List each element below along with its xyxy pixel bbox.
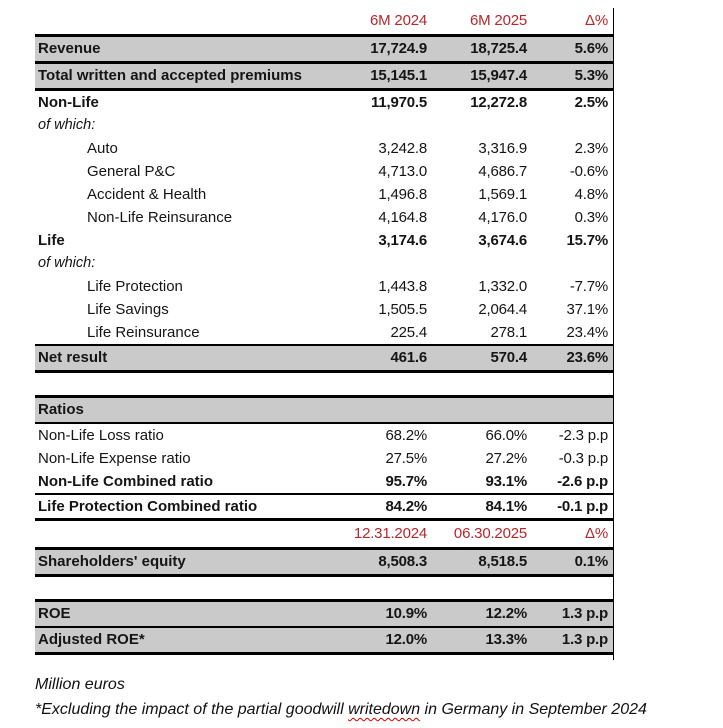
row-label: Ratios [38, 401, 84, 418]
row-value: 0.3% [574, 209, 608, 226]
footnote-prefix: *Excluding the impact of the partial goodwill [35, 701, 349, 718]
row-value: -2.6 p.p [557, 473, 608, 490]
row-label: Accident & Health [87, 186, 207, 203]
row-value: 6M 2025 [470, 12, 527, 29]
row-value: 5.6% [574, 40, 608, 57]
row-value: 1.3 p.p [561, 631, 608, 648]
row-value: 1,443.8 [378, 278, 427, 295]
row-of-which-life [35, 252, 613, 275]
row-value: 15,947.4 [470, 67, 527, 84]
row-of-which-non-life [35, 114, 613, 137]
row-value: 15.7% [566, 232, 608, 249]
row-value: 1,332.0 [478, 278, 527, 295]
row-value: 18,725.4 [470, 40, 527, 57]
row-value: 1,505.5 [378, 301, 427, 318]
row-value: 0.1% [574, 553, 608, 570]
row-value: 68.2% [385, 427, 427, 444]
row-non-life-loss-ratio [35, 424, 613, 447]
row-value: 1,496.8 [378, 186, 427, 203]
column-header-row-periods [35, 8, 613, 37]
units-note: Million euros [35, 676, 125, 693]
row-value: 23.4% [566, 324, 608, 341]
row-label: Life Protection [87, 278, 183, 295]
row-label: Life Protection Combined ratio [38, 498, 258, 515]
row-value: 11,970.5 [371, 94, 427, 111]
row-value: Δ% [585, 525, 608, 542]
row-value: -2.3 p.p [558, 427, 608, 444]
row-value: 4,176.0 [478, 209, 527, 226]
row-non-life-combined-ratio [35, 470, 613, 495]
row-value: Δ% [585, 12, 608, 29]
row-label: Life Savings [87, 301, 169, 318]
row-value: 461.6 [390, 349, 427, 366]
row-value: 2,064.4 [478, 301, 527, 318]
row-value: 5.3% [574, 67, 608, 84]
row-label: Life Reinsurance [87, 324, 200, 341]
row-value: 23.6% [566, 349, 608, 366]
row-life-protection-combined-ratio [35, 495, 613, 521]
row-life [35, 229, 613, 252]
row-label: Shareholders' equity [38, 553, 186, 570]
row-roe [35, 599, 613, 628]
spacer-row [35, 577, 613, 599]
row-value: 12,272.8 [470, 94, 527, 111]
section-header-ratios [35, 395, 613, 424]
row-value: 2.3% [574, 140, 608, 157]
row-label: Net result [38, 349, 108, 366]
row-value: -0.1 p.p [557, 498, 608, 515]
row-total-premiums [35, 64, 613, 91]
row-value: 37.1% [566, 301, 608, 318]
row-value: 84.2% [385, 498, 427, 515]
row-value: 93.1% [485, 473, 527, 490]
row-value: 17,724.9 [370, 40, 427, 57]
row-general-pc [35, 160, 613, 183]
footnote-suffix: in Germany in September 2024 [420, 701, 647, 718]
row-life-reinsurance [35, 321, 613, 344]
row-label: Non-Life Combined ratio [38, 473, 213, 490]
row-value: 1,569.1 [478, 186, 527, 203]
row-value: 570.4 [490, 349, 527, 366]
row-value: 12.2% [485, 605, 527, 622]
row-value: -0.3 p.p [558, 450, 608, 467]
row-shareholders-equity [35, 550, 613, 577]
row-value: 2.5% [574, 94, 608, 111]
row-adjusted-roe [35, 628, 613, 655]
row-label: General P&C [87, 163, 176, 180]
row-value: 95.7% [385, 473, 427, 490]
row-label: Non-Life [38, 94, 99, 111]
row-auto [35, 137, 613, 160]
row-label: Adjusted ROE* [38, 631, 145, 648]
row-life-protection [35, 275, 613, 298]
row-label: ROE [38, 605, 71, 622]
row-value: 66.0% [485, 427, 527, 444]
row-value: 3,174.6 [378, 232, 427, 249]
row-non-life-expense-ratio [35, 447, 613, 470]
row-label: Total written and accepted premiums [38, 67, 302, 84]
row-value: 8,518.5 [478, 553, 527, 570]
row-value: 10.9% [385, 605, 427, 622]
row-value: 12.0% [385, 631, 427, 648]
row-label: Revenue [38, 40, 101, 57]
row-value: 84.1% [485, 498, 527, 515]
row-value: 13.3% [485, 631, 527, 648]
row-value: 4,164.8 [378, 209, 427, 226]
row-accident-health [35, 183, 613, 206]
row-non-life [35, 91, 613, 114]
row-value: 4.8% [574, 186, 608, 203]
row-value: 12.31.2024 [353, 525, 427, 542]
row-net-result [35, 344, 613, 373]
row-label: Non-Life Loss ratio [38, 427, 164, 444]
row-value: 06.30.2025 [453, 525, 527, 542]
row-label: Auto [87, 140, 118, 157]
row-value: -0.6% [569, 163, 608, 180]
row-value: -7.7% [569, 278, 608, 295]
footnote [35, 697, 723, 722]
row-value: 3,316.9 [478, 140, 527, 157]
row-label: Non-Life Reinsurance [87, 209, 233, 226]
row-value: 225.4 [390, 324, 427, 341]
row-revenue [35, 37, 613, 64]
table-footer [35, 672, 723, 722]
row-value: 27.5% [385, 450, 427, 467]
row-value: 4,713.0 [378, 163, 427, 180]
spacer-row [35, 373, 613, 395]
column-header-row-balance [35, 521, 613, 550]
row-value: 278.1 [490, 324, 527, 341]
row-value: 3,242.8 [378, 140, 427, 157]
row-value: 3,674.6 [478, 232, 527, 249]
row-non-life-reinsurance [35, 206, 613, 229]
row-value: 1.3 p.p [561, 605, 608, 622]
row-label: Non-Life Expense ratio [38, 450, 191, 467]
footnote-misspelled-word: writedown [348, 701, 421, 718]
row-value: 15,145.1 [370, 67, 427, 84]
row-label: of which: [38, 255, 96, 271]
row-value: 27.2% [485, 450, 527, 467]
financial-results-table [35, 8, 614, 660]
row-label: Life [38, 232, 65, 249]
row-value: 8,508.3 [378, 553, 427, 570]
row-value: 6M 2024 [370, 12, 427, 29]
row-value: 4,686.7 [478, 163, 527, 180]
row-life-savings [35, 298, 613, 321]
row-label: of which: [38, 117, 96, 133]
